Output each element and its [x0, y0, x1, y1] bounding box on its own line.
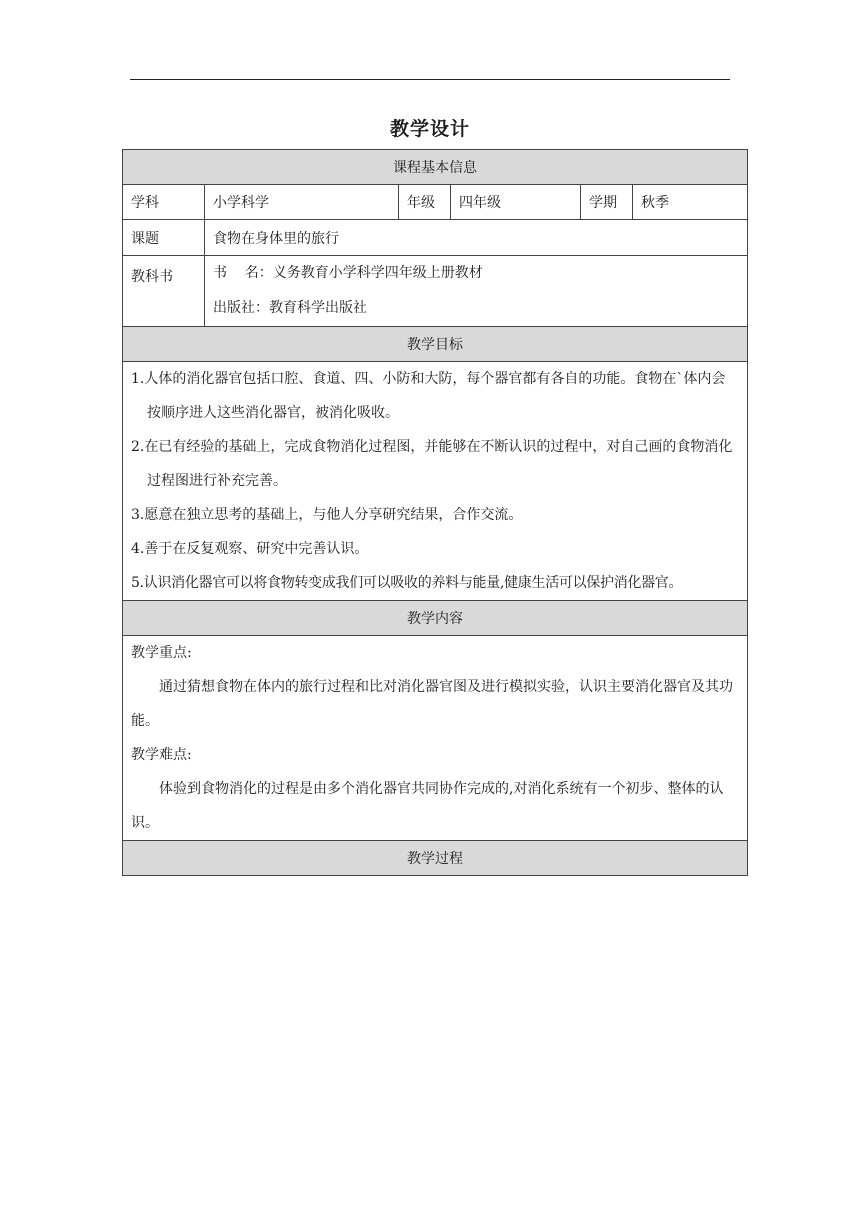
term-label: 学期 — [581, 185, 633, 220]
section-content: 教学内容 — [123, 601, 748, 636]
subject-label: 学科 — [123, 185, 205, 220]
textbook-value — [205, 256, 748, 327]
objectives-cell — [123, 362, 748, 601]
topic-label: 课题 — [123, 220, 205, 256]
key-point-label: 教学重点: — [131, 645, 192, 661]
textbook-name: 书 名：义务教育小学科学四年级上册教材 — [213, 265, 483, 281]
lesson-plan-table — [122, 149, 748, 876]
objective-item: 2.在已有经验的基础上，完成食物消化过程图，并能够在不断认识的过程中，对自己画的食物消化过程图进行补充完善。 — [131, 439, 733, 489]
section-header-row — [123, 150, 748, 185]
objective-item: 5.认识消化器官可以将食物转变成我们可以吸收的养料与能量,健康生活可以保护消化器官。 — [131, 575, 683, 591]
textbook-publisher: 出版社：教育科学出版社 — [213, 300, 367, 316]
textbook-label — [123, 256, 205, 327]
section-objectives: 教学目标 — [123, 327, 748, 362]
key-point-text: 通过猜想食物在体内的旅行过程和比对消化器官图及进行模拟实验，认识主要消化器官及其功能。 — [131, 679, 733, 729]
objective-item: 1.人体的消化器官包括口腔、食道、四、小防和大防，每个器官都有各自的功能。食物在`体内会按顺序进人这些消化器官，被消化吸收。 — [131, 371, 726, 421]
document-title: 教学设计 — [389, 118, 470, 140]
header-rule — [130, 79, 730, 80]
difficult-point-label: 教学难点: — [131, 747, 192, 763]
objective-item: 3.愿意在独立思考的基础上，与他人分享研究结果，合作交流。 — [131, 507, 523, 523]
textbook-row — [123, 256, 748, 327]
term-value: 秋季 — [633, 185, 748, 220]
section-basic-info: 课程基本信息 — [123, 150, 748, 185]
grade-label: 年级 — [399, 185, 451, 220]
info-row — [123, 185, 748, 220]
grade-value: 四年级 — [451, 185, 581, 220]
objective-item: 4.善于在反复观察、研究中完善认识。 — [131, 541, 369, 557]
objectives-row — [123, 362, 748, 601]
subject-value: 小学科学 — [205, 185, 399, 220]
topic-value: 食物在身体里的旅行 — [205, 220, 748, 256]
textbook-label-text: 教科书 — [131, 269, 173, 285]
difficult-point-text: 体验到食物消化的过程是由多个消化器官共同协作完成的,对消化系统有一个初步、整体的认识。 — [131, 781, 724, 831]
section-process: 教学过程 — [123, 841, 748, 876]
topic-row — [123, 220, 748, 256]
section-header-row — [123, 841, 748, 876]
content-row — [123, 636, 748, 841]
content-cell — [123, 636, 748, 841]
section-header-row — [123, 601, 748, 636]
section-header-row — [123, 327, 748, 362]
